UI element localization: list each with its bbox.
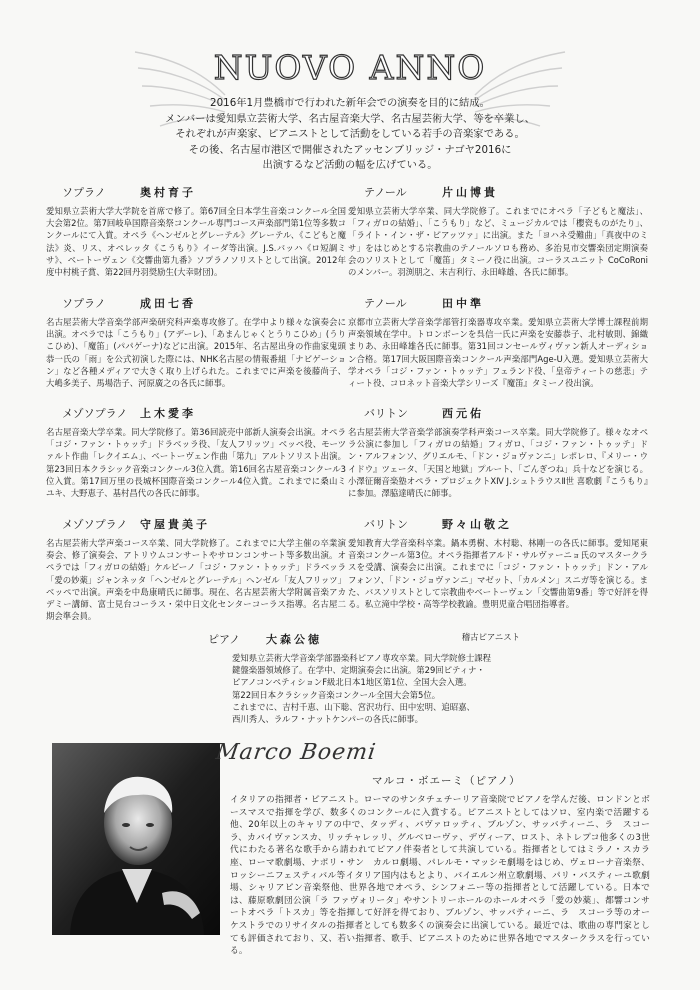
performer-bio: 名古屋音楽大学卒業。同大学院修了。第36回読売中部新人演奏会出演。オペラ「コジ・ファン・トゥッテ」ドラベッラ役、「友人フリッツ」ベッペ役、モーツァルト作曲「レクイエム」、ベートーヴェン作曲「第九」アルトソリスト出演。第23回日本クラシック音楽コンクール3位入賞。第16回名古屋音楽コンクール3位入賞。第17回万里の長城杯国際音楽コンクール4位入賞。これまでに桑山ミユキ、大野恵子、基村昌代の各氏に師事。	[46, 427, 346, 499]
voice-part: テノール	[364, 186, 407, 199]
performer-profile	[348, 518, 648, 610]
performer-bio: 名古屋芸術大学音楽学部演奏学科声楽コース卒業。同大学院修了。様々なオペラ公演に参加し「フィガロの結婚」フィガロ、「コジ・ファン・トゥッテ」ドン・アルフォンソ、グリエルモ、「ドン・ジョヴァンニ」レポレロ、『メリー・ウイドウ』ツェータ、「天国と地獄」プルート、「ごんぎつね」兵十などを演じる。小澤征爾音楽塾オペラ・プロジェクトXⅣ J.シュトラウスⅡ世 喜歌劇『こうもり』に参加。澤脇達晴氏に師事。	[348, 427, 648, 499]
page-title: NUOVO ANNO	[213, 48, 487, 87]
pianist-bio-line: 第22回日本クラシック音楽コンクール全国大会第5位。	[232, 689, 441, 700]
voice-part: ソプラノ	[62, 186, 106, 199]
voice-part: メゾソプラノ	[62, 518, 128, 531]
pianist-bio-line: 愛知県立芸術大学音楽学部器楽科ピアノ専攻卒業。同大学院修士課程	[232, 653, 491, 663]
pianist-bio-line: これまでに、吉村千恵、山下聡、宮沢功行、田中宏明、追昭嘉、	[232, 701, 475, 712]
intro-text	[140, 96, 560, 174]
performer-profile	[46, 297, 346, 389]
pianist-bio	[200, 652, 510, 725]
performer-heading	[46, 407, 346, 421]
pianist-bio-line: ピアノコンペティションF級北日本1地区第1位、全国大会入選。	[232, 677, 472, 688]
performer-profile	[348, 297, 648, 389]
performer-bio: 愛知教育大学音楽科卒業。鍋本勇樹、木村聡、林剛一の各氏に師事。愛知尾東音楽コンクール第3位。オペラ指揮者アルド・サルヴァーニョ氏のマスタークラスを受講、演奏会に出演。これまでに「コジ・ファン・トゥッテ」ドン・アルフォンソ、「ドン・ジョヴァンニ」マゼット、「カルメン」スニガ等を演じる。また、バスソリストとして宗教曲やベートーヴェン「交響曲第9番」等で好評を得る。私立滝中学校・高等学校教諭。豊明児童合唱団指導者。	[348, 538, 648, 610]
performer-bio: 京都市立芸術大学音楽学部管打楽器専攻卒業。愛知県立芸術大学博士課程前期声楽領域在学中。トロンボーンを呉信一氏に声楽を安藤恭子、北村敏則、錦織まりあ、永田峰雄各氏に師事。第31回コンセールヴィヴァン新人オーディション合格。第17回大阪国際音楽コンクール声楽部門Age-U入選。愛知県立芸術大学オペラ「コジ・ファン・トゥッテ」フェランド役、「皇帝ティートの慈悲」ティート役、コロネット音楽大学シリーズ『魔笛』タミーノ役出演。	[348, 317, 648, 389]
pianist-bio-line: 西川秀人、ラルフ・ナットケンパーの各氏に師事。	[232, 714, 424, 725]
pianist-name: 大森公徳	[266, 633, 322, 646]
pianist-role: ピアノ	[208, 633, 241, 646]
performer-bio: 名古屋芸術大学音楽学部声楽研究科声楽専攻修了。在学中より様々な演奏会に出演。オペラでは「こうもり」(アデーレ)、「あまんじゃくとうりこひめ」(うりこひめ)、「魔笛」(パパゲーナ)などに出演。2015年、名古屋出身の作曲家鬼頭恭一氏の「雨」を公式初演した際には、NHK名古屋の情報番組「ナビゲーション」など各種メディアで大きく取り上げられた。これまでに声楽を後藤尚子、大嶋多美子、馬場浩子、河原廣之の各氏に師事。	[46, 317, 346, 389]
pianist-heading	[200, 631, 520, 647]
performer-profile	[348, 407, 648, 499]
conductor-signature-name: Marco Boemi	[214, 740, 378, 765]
pianist-profile	[200, 631, 520, 725]
performer-bio: 愛知県立芸術大学卒業、同大学院修了。これまでにオペラ「子どもと魔法」、「フィガロの結婚」、「こうもり」など、ミュージカルでは「櫻瓷ものがたり」、「ライト・イン・ザ・ピアッツァ」に出演。また「ヨハネ受難曲」「真夜中のミサ」をはじめとする宗教曲のテノールソロも務め、多治見市交響楽団定期演奏会のソリストとして「魔笛」タミーノ役に出演。コーラスユニット CoCoRoniのメンバー。羽渕朋之、末吉利行、永田峰雄、各氏に師事。	[348, 206, 648, 278]
voice-part: バリトン	[364, 518, 408, 531]
pianist-tag: 稽古ピアニスト	[461, 632, 520, 642]
performer-name: 西元佑	[442, 407, 484, 420]
performer-profile	[348, 186, 648, 278]
performer-heading	[348, 186, 648, 200]
performer-bio: 名古屋芸術大学声楽コース卒業、同大学院修了。これまでに大学主催の卒業演奏会、修了演奏会、アトリウムコンサートやサロンコンサート等多数出演。オペラでは「フィガロの結婚」ケルビーノ「コジ・ファン・トゥッテ」ドラベッラ「愛の妙薬」ジャンネッタ「ヘンゼルとグレーテル」ヘンゼル「友人フリッツ」ベッペで出演。声楽を中島康晴氏に師事。現在、名古屋芸術大学附属音楽アカデミー講師、富士見台コーラス・栄中日文化センターコーラス指導。名古屋二期会準会員。	[46, 538, 346, 622]
performer-name: 田中準	[442, 297, 484, 310]
intro-line: その後、名古屋市港区で開催されたアッセンブリッジ・ナゴヤ2016に	[188, 143, 512, 156]
performer-heading	[46, 518, 346, 532]
pianist-bio-line: 鍵盤楽器領域修了。在学中、定期演奏会に出演。第29回ピティナ・	[232, 665, 485, 676]
performer-heading	[348, 297, 648, 311]
performer-name: 守屋貴美子	[140, 518, 210, 531]
intro-line: 2016年1月豊橋市で行われた新年会での演奏を目的に結成。	[210, 97, 490, 109]
performer-heading	[46, 186, 346, 200]
performer-name: 奥村育子	[140, 186, 196, 199]
performer-heading	[348, 518, 648, 532]
intro-line: メンバーは愛知県立芸術大学、名古屋音楽大学、名古屋芸術大学、等を卒業し、	[165, 112, 535, 125]
performer-bio: 愛知県立芸術大学大学院を首席で修了。第67回全日本学生音楽コンクール全国大会第2位。第7回岐阜国際音楽祭コンクール専門コース声楽部門第1位等多数コンクールにて入賞。オペラ《ヘンゼルとグレーテル》グレーテル、《こどもと魔法》炎、リス、オペレッタ《こうもり》イーダ等出演。J.S.バッハ《ロ短調ミサ》、ベートーヴェン《交響曲第九番》ソプラノソリストとして出演。2012年度中村桃子賞、第22回丹羽奨励生(大幸財団)。	[46, 206, 346, 278]
conductor-photo	[52, 743, 220, 935]
intro-line: 出演するなど活動の幅を広げている。	[262, 159, 438, 172]
voice-part: テノール	[364, 297, 407, 310]
intro-line: それぞれが声楽家、ピアニストとして活動をしている若手の音楽家である。	[175, 128, 525, 141]
performer-profile	[46, 186, 346, 278]
conductor-bio: イタリアの指揮者・ピアニスト。ローマのサンタチェチーリア音楽院でピアノを学んだ後、ロンドンとボースマスで指揮を学び、数多くのコンクールに入賞する。ピアニストとしてはソロ、室内楽で活躍する他、20年以上のキャリアの中で、タッディ、バヴァロッティ、ブルゾン、サッバティーニ、ラ スコーラ、カバイヴァンスカ、リッチャレッリ、グルベローヴァ、デヴィーア、ロスト、ネトレプコ他多くの3世代にわたる著名な歌手から請われてピアノ伴奏者として共演している。指揮者としてはミラノ・スカラ座、ローマ歌劇場、ナポリ・サン カルロ劇場、パレルモ・マッシモ劇場をはじめ、ヴェローナ音楽祭、ロッシーニフェスティバル等イタリア国内はもとより、バイエルン州立歌劇場、パリ・バスティーユ歌劇場、シャリアピン音楽祭他、世界各地でオペラ、シンフォニー等の指揮者として活躍している。日本では、藤原歌劇団公演「ラ ファヴォリータ」やサントリーホールのホールオペラ「愛の妙薬」、都響コンサートオペラ「トスカ」等を指揮して好評を得ており、ブルゾン、サッバティーニ、ラ スコーラ等のオーケストラでのリサイタルの指揮者としても数多くの演奏会に出演している。最近では、歌曲の専門家としても評価されており、又、若い指揮者、歌手、ピアニストのために世界各地でマスタークラスを行っている。	[230, 795, 650, 957]
voice-part: バリトン	[364, 407, 408, 420]
performer-profile	[46, 518, 346, 622]
voice-part: ソプラノ	[62, 297, 106, 310]
performer-heading	[46, 297, 346, 311]
performer-name: 片山博貴	[442, 186, 498, 199]
performer-name: 野々山敬之	[442, 518, 512, 531]
conductor-name: マルコ・ボエーミ（ピアノ）	[372, 775, 521, 787]
voice-part: メゾソプラノ	[62, 407, 128, 420]
performer-heading	[348, 407, 648, 421]
performer-name: 上木愛李	[140, 407, 196, 420]
performer-profile	[46, 407, 346, 499]
performer-name: 成田七香	[140, 297, 196, 310]
